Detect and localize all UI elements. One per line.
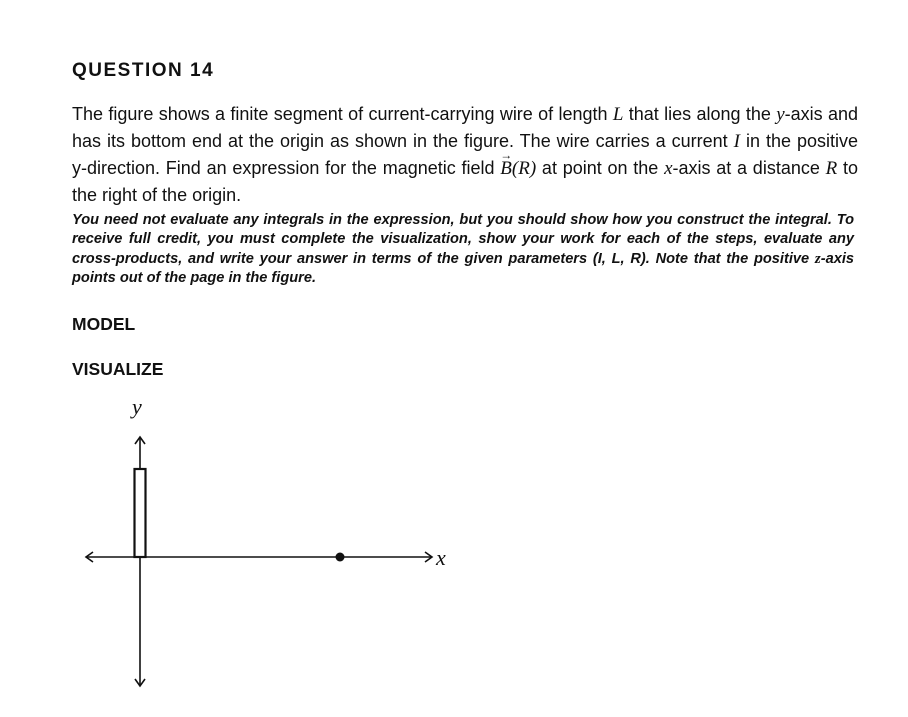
x-axis-label: x bbox=[436, 545, 446, 570]
section-model: MODEL bbox=[72, 314, 136, 334]
section-visualize: VISUALIZE bbox=[72, 359, 164, 379]
question-title: QUESTION 14 bbox=[72, 60, 215, 81]
symbol-x: x bbox=[664, 158, 673, 179]
wire-segment bbox=[135, 469, 146, 557]
parameters: (I, L, R) bbox=[592, 250, 646, 267]
y-axis-label: y bbox=[132, 394, 142, 419]
instructions: You need not evaluate any integrals in the expression, but you should show how you construct the integral. To receive full credit, you must complete the visualization, show your work for each of the steps, evaluate any cross-products, and write your answer in terms of the given parameters (I, L, R). Note that the positive z-axis points out of the page in the figure. bbox=[72, 212, 854, 287]
symbol-L: L bbox=[612, 104, 624, 125]
symbol-R-arg: (R) bbox=[511, 158, 537, 179]
symbol-R: R bbox=[825, 158, 838, 179]
symbol-B-vector: → B bbox=[500, 155, 512, 182]
field-point-marker bbox=[336, 553, 345, 562]
symbol-y: y bbox=[776, 104, 785, 125]
symbol-I: I bbox=[733, 131, 740, 152]
symbol-z: z bbox=[814, 250, 821, 267]
visualization-figure bbox=[60, 390, 460, 700]
problem-statement: The figure shows a finite segment of current-carrying wire of length L that lies along the y-axis and has its bottom end at the origin as shown in the figure. The wire carries a current I in the positive y-direction. Find an expression for the magnetic field → B(R) at point on the x-axis at a distance R to the right of the origin. bbox=[72, 101, 858, 209]
